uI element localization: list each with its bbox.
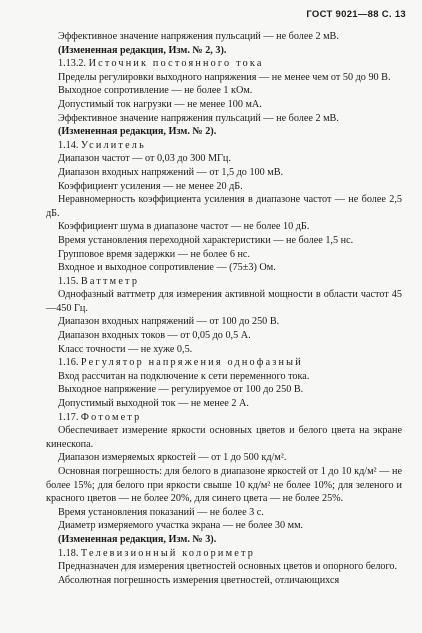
- paragraph: Класс точности — не хуже 0,5.: [58, 343, 193, 355]
- section-title: Источник постоянного тока: [88, 58, 264, 70]
- section-title: Фотометр: [80, 411, 142, 423]
- section-title: Усилитель: [80, 139, 146, 151]
- page-header: ГОСТ 9021—88 С. 13: [306, 9, 406, 20]
- section-number: 1.13.2.: [58, 58, 87, 70]
- section-title: Регулятор напряжения однофазный: [80, 357, 303, 369]
- section-title: Ваттметр: [80, 275, 140, 287]
- section-heading: [46, 411, 402, 425]
- paragraph: Групповое время задержки — не более 6 нс.: [58, 248, 250, 260]
- paragraph: Эффективное значение напряжения пульсаций — не более 2 мВ.: [58, 112, 339, 124]
- paragraph: Эффективное значение напряжения пульсаций — не более 2 мВ.: [58, 31, 339, 42]
- paragraph: Диапазон входных напряжений — от 100 до 250 В.: [58, 316, 280, 328]
- section-number: 1.16.: [58, 357, 79, 369]
- amendment-note: (Измененная редакция, Изм. № 3).: [58, 533, 217, 545]
- paragraph: Диапазон входных напряжений — от 1,5 до 100 мВ.: [58, 166, 284, 178]
- paragraph: Выходное напряжение — регулируемое от 100 до 250 В.: [58, 384, 304, 396]
- section-number: 1.15.: [58, 275, 79, 287]
- document-body: [46, 30, 402, 587]
- paragraph: Коэффициент усиления — не менее 20 дБ.: [58, 180, 243, 192]
- paragraph: Входное и выходное сопротивление — (75±3) Ом.: [58, 262, 276, 274]
- section-heading: [46, 275, 402, 289]
- paragraph: Допустимый ток нагрузки — не менее 100 мА.: [58, 98, 262, 110]
- paragraph: Абсолютная погрешность измерения цветностей, отличающихся: [58, 574, 340, 586]
- paragraph: Допустимый выходной ток — не менее 2 А.: [58, 398, 249, 410]
- section-title: Телевизионный колориметр: [80, 547, 256, 559]
- section-number: 1.18.: [58, 547, 79, 559]
- paragraph: Диапазон входных токов — от 0,05 до 0,5 А.: [58, 330, 251, 342]
- section-heading: [46, 356, 402, 370]
- paragraph: Диапазон измеряемых яркостей — от 1 до 500 кд/м².: [58, 452, 287, 464]
- paragraph: Время установления показаний — не более 3 с.: [58, 506, 264, 518]
- paragraph: Вход рассчитан на подключение к сети переменного тока.: [58, 370, 310, 382]
- paragraph: Диаметр измеряемого участка экрана — не более 30 мм.: [58, 520, 304, 532]
- paragraph: Предназначен для измерения цветностей основных цветов и опорного белого.: [58, 561, 398, 573]
- paragraph: Неравномерность коэффициента усиления в диапазоне частот — не более 2,5 дБ.: [46, 194, 402, 219]
- paragraph: Время установления переходной характеристики — не более 1,5 нс.: [58, 234, 354, 246]
- section-number: 1.14.: [58, 139, 79, 151]
- paragraph: Пределы регулировки выходного напряжения — не менее чем от 50 до 90 В.: [58, 71, 391, 83]
- section-number: 1.17.: [58, 411, 79, 423]
- paragraph: Диапазон частот — от 0,03 до 300 МГц.: [58, 153, 231, 165]
- paragraph: Выходное сопротивление — не более 1 кОм.: [58, 85, 253, 97]
- paragraph: Однофазный ваттметр для измерения активной мощности в области частот 45—450 Гц.: [46, 289, 402, 314]
- paragraph: Основная погрешность: для белого в диапазоне яркостей от 1 до 10 кд/м² — не более 15%; для белого при яркости свыше 10 кд/м² не более 10%; для зеленого и красного цветов — не более 20%, для синего цвета — не более 25%.: [46, 466, 402, 505]
- amendment-note: (Измененная редакция, Изм. № 2).: [58, 126, 217, 138]
- section-heading: [46, 57, 402, 71]
- section-heading: [46, 547, 402, 561]
- amendment-note: (Измененная редакция, Изм. № 2, 3).: [58, 44, 227, 56]
- section-heading: [46, 139, 402, 153]
- paragraph: Обеспечивает измерение яркости основных цветов и белого цвета на экране кинескопа.: [46, 425, 402, 450]
- paragraph: Коэффициент шума в диапазоне частот — не более 10 дБ.: [58, 221, 310, 233]
